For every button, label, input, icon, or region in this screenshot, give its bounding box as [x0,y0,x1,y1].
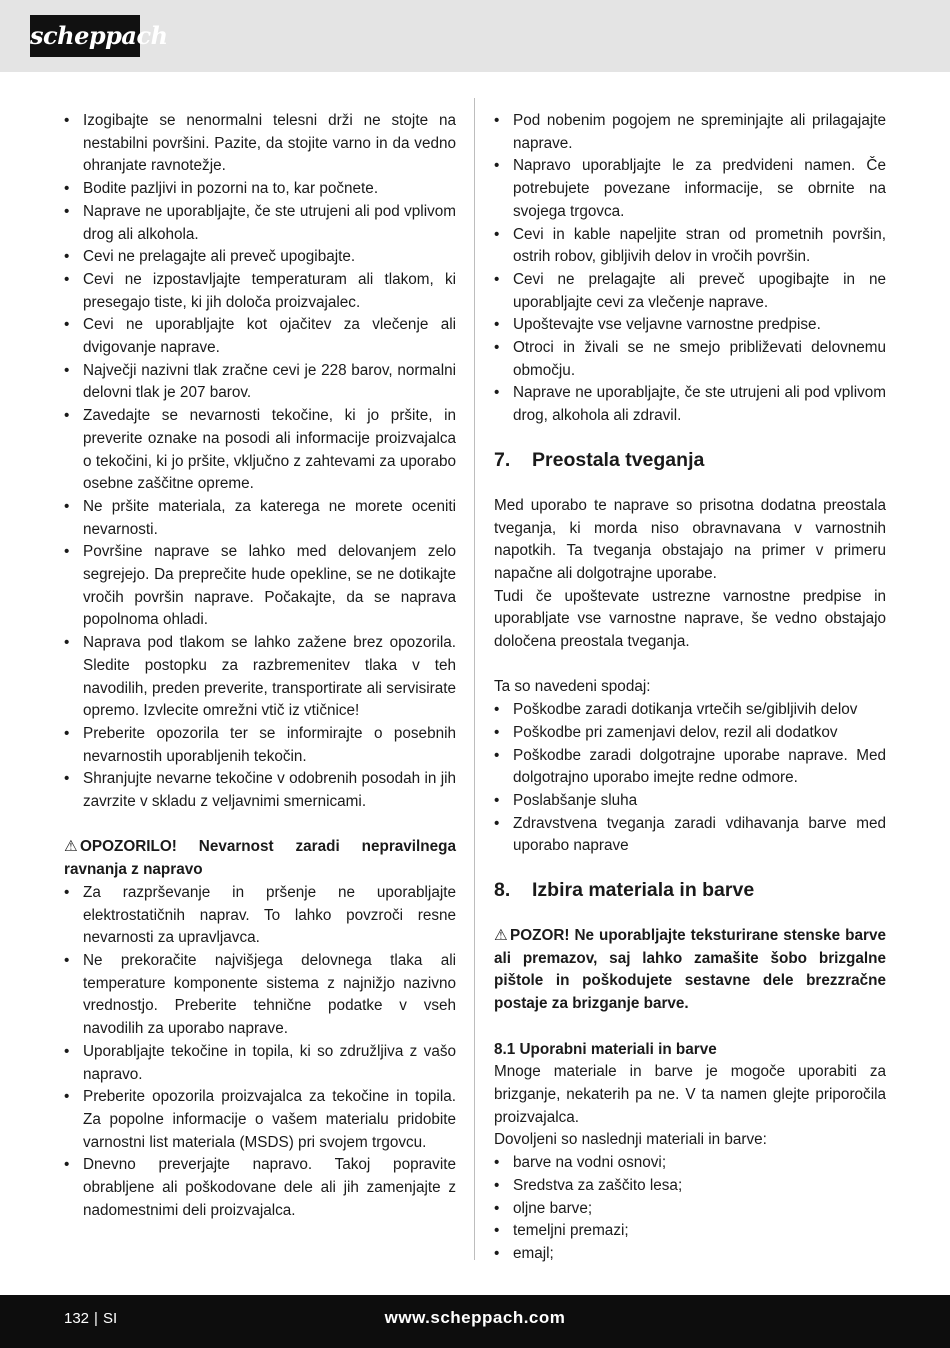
bullet-icon: • [64,634,70,652]
bullet-icon: • [64,180,70,198]
bullet-icon: • [64,361,70,379]
bullet-icon: • [64,1042,70,1060]
section-7-heading [494,447,886,473]
list-item: • Preberite opozorila ter se informirajte o posebnih nevarnostih uporabljenih tekočin. [64,724,456,765]
bullet-icon: • [494,791,500,809]
list-item: • Zdravstvena tveganja zaradi vdihavanja barve med uporabo naprave [494,814,886,855]
paragraph: Ta so navedeni spodaj: [494,678,651,696]
list-item: • Poškodbe pri zamenjavi delov, rezil ali dodatkov [494,722,886,745]
spacer [494,428,886,439]
section-title: Preostala tveganja [532,448,705,471]
list-item: • Upoštevajte vse veljavne varnostne predpise. [494,314,886,337]
left-column [64,110,456,1222]
list-item: • Cevi ne prelagajte ali preveč upogibajte in ne uporabljajte cevi za vlečenje naprave. [494,270,886,311]
list-item: • Pod nobenim pogojem ne spreminjajte ali prilagajajte naprave. [494,112,886,152]
section-number: 7. [494,448,511,471]
bullet-icon: • [64,770,70,788]
page-footer [0,1295,950,1348]
list-item: • Cevi ne izpostavljajte temperaturam ali tlakom, ki presegajo tiste, ki jih določa proizvajalec. [64,270,456,311]
bullet-icon: • [64,952,70,969]
column-divider [474,98,475,1260]
bullet-icon: • [64,407,70,425]
spacer [64,814,456,837]
section-title: Izbira materiala in barve [532,879,755,902]
bullet-icon: • [64,724,70,742]
page-header [0,0,950,72]
bullet-icon: • [64,1088,70,1106]
warning-triangle-icon: ⚠ [64,838,78,856]
bullet-icon: • [64,202,70,220]
bullet-icon: • [494,112,500,129]
paragraph: Med uporabo te naprave so prisotna dodatna preostala tveganja, ki morda niso obravnavana v varnostnih napotkih. Ta tveganja obstajajo na primer v primeru napačne ali dolgotrajne uporabe. [494,496,886,582]
materials-list [494,1152,886,1266]
bullet-icon: • [494,270,500,288]
bullet-icon: • [64,248,70,266]
paragraph: Dovoljeni so naslednji materiali in barve: [494,1131,767,1149]
spacer [494,654,886,677]
list-item: • Dnevno preverjajte napravo. Takoj popravite obrabljene ali poškodovane dele ali jih zamenjajte z nadomestnimi deli proizvajalca. [64,1156,456,1219]
bullet-icon: • [494,814,500,832]
caution-paragraph: ⚠ POZOR! Ne uporabljajte teksturirane stenske barve ali premazov, saj lahko zamašite šobo brizgalne pištole in poškodujete sestavne dele brezzračne postaje za brizganje barve. [494,927,886,1013]
bullet-icon: • [494,746,500,764]
list-item: • Površine naprave se lahko med delovanjem zelo segrejejo. Da preprečite hude opekline, se ne dotikajte vročih površin naprave. Počakajte, da se naprava popolnoma ohladi. [64,543,456,629]
list-item: • Naprave ne uporabljajte, če ste utrujeni ali pod vplivom drog, alkohola ali zdravil. [494,384,886,425]
list-item: • Ne pršite materiala, za katerega ne morete oceniti nevarnosti. [64,497,456,538]
list-item: • Za razprševanje in pršenje ne uporabljajte elektrostatičnih naprav. To lahko povzroči resne nevarnosti za upravljavca. [64,883,456,947]
page-number: 132 | SI [64,1310,118,1327]
list-item: • Naprave ne uporabljajte, če ste utrujeni ali pod vplivom drog ali alkohola. [64,202,456,243]
list-item: • Zavedajte se nevarnosti tekočine, ki jo pršite, in preverite oznake na posodi ali informacije proizvajalca o tekočini, ki jo pršite, vključno z zahtevami za uporabo osebne zaščitne opreme. [64,407,456,493]
risk-list [494,699,886,858]
list-item: • Cevi ne uporabljajte kot ojačitev za vlečenje ali dvigovanje naprave. [64,316,456,357]
list-item: • Napravo uporabljajte le za predvideni namen. Če potrebujete povezane informacije, se obrnite na svojega trgovca. [494,157,886,220]
bullet-icon: • [64,316,70,334]
bullet-icon: • [64,112,70,129]
list-item: • Cevi ne prelagajte ali preveč upogibajte. [64,246,456,269]
bullet-icon: • [494,701,500,719]
bullet-icon: • [494,1154,500,1172]
list-item: • Poškodbe zaradi dotikanja vrtečih se/gibljivih delov [494,699,886,722]
bullet-icon: • [494,1222,500,1240]
safety-list-2 [64,882,456,1223]
list-item: • barve na vodni osnovi; [494,1152,886,1175]
list-item: • oljne barve; [494,1198,886,1221]
bullet-icon: • [64,270,70,288]
bullet-icon: • [64,1156,70,1174]
spacer [494,903,886,914]
list-item: • Največji nazivni tlak zračne cevi je 228 barov, normalni delovni tlak je 207 barov. [64,361,456,402]
bullet-icon: • [494,1244,500,1262]
bullet-icon: • [64,543,70,561]
spacer [494,914,886,925]
list-item: • Izogibajte se nenormalni telesni drži ne stojte na nestabilni površini. Pazite, da stojite varno in da vedno ohranjate ravnotežje. [64,112,456,175]
list-item: • Bodite pazljivi in pozorni na to, kar počnete. [64,178,456,201]
warning-triangle-icon: ⚠ [494,927,508,945]
list-item: • Cevi in kable napeljite stran od prometnih površin, ostrih robov, gibljivih delov in vročih površin. [494,225,886,266]
right-column [494,110,886,1266]
bullet-icon: • [494,157,500,175]
safety-list-1 [64,110,456,814]
website-link[interactable]: www.scheppach.com [384,1308,566,1327]
list-item: • Ne prekoračite najvišjega delovnega tlaka ali temperature komponente sistema z najnižjo nazivno vrednostjo. Preberite tehnične podatke v vseh navodilih za uporabo naprave. [64,952,456,1038]
list-item: • Poškodbe zaradi dolgotrajne uporabe naprave. Med dolgotrajno uporabo imejte redne odmore. [494,746,886,787]
warning-heading: ⚠ OPOZORILO! Nevarnost zaradi nepravilnega ravnanja z napravo [64,838,456,879]
list-item: • Otroci in živali se ne smejo približevati delovnemu območju. [494,339,886,379]
bullet-icon: • [494,316,500,334]
list-item: • Preberite opozorila proizvajalca za tekočine in topila. Za popolne informacije o vašem materialu pridobite varnostni list materiala (MSDS) pri svojem trgovcu. [64,1088,456,1151]
list-item: • Naprava pod tlakom se lahko zažene brez opozorila. Sledite postopku za razbremenitev tlaka v teh navodilih, preden preverite, transportirate ali servisirate opremo. Izvlecite omrežni vtič iz vtičnice! [64,634,456,720]
spacer [494,858,886,869]
list-item: • temeljni premazi; [494,1220,886,1243]
list-item: • Shranjujte nevarne tekočine v odobrenih posodah in jih zavrzite v skladu z veljavnimi smernicami. [64,770,456,811]
paragraph: Tudi če upoštevate ustrezne varnostne predpise in uporabljate vse varnostne naprave, še vedno obstajajo določena preostala tveganja. [494,587,886,651]
bullet-icon: • [494,339,500,357]
section-8-heading [494,877,886,903]
separator: | [94,1310,98,1327]
bullet-icon: • [494,1199,500,1217]
safety-list-3 [494,110,886,428]
section-number: 8. [494,879,511,902]
language-code: SI [102,1310,118,1327]
paragraph: Mnoge materiale in barve je mogoče uporabiti za brizganje, nekaterih pa ne. V ta namen glejte priporočila proizvajalca. [494,1063,886,1126]
bullet-icon: • [494,723,500,741]
subsection-heading: 8.1 Uporabni materiali in barve [494,1040,717,1058]
spacer [494,473,886,484]
list-item: • emajl; [494,1243,886,1266]
scheppach-logo: scheppach [30,15,140,57]
list-item: • Uporabljajte tekočine in topila, ki so združljiva z vašo napravo. [64,1042,456,1083]
list-item: • Sredstva za zaščito lesa; [494,1175,886,1198]
list-item: • Poslabšanje sluha [494,790,886,813]
bullet-icon: • [494,1176,500,1194]
bullet-icon: • [494,384,500,402]
bullet-icon: • [64,883,70,901]
bullet-icon: • [64,497,70,515]
bullet-icon: • [494,225,500,243]
spacer [494,1016,886,1039]
spacer [494,484,886,495]
